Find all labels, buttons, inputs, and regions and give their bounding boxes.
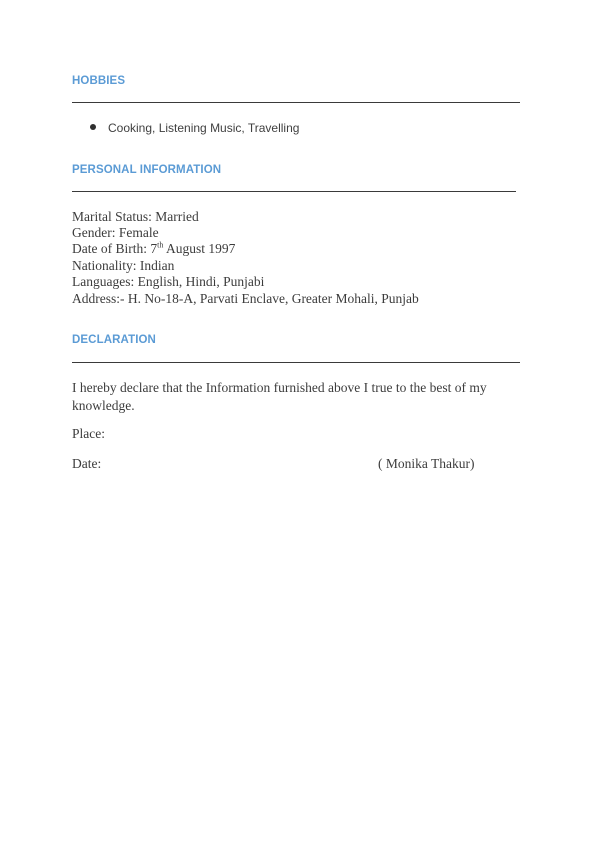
hobbies-list-item: Cooking, Listening Music, Travelling [108, 121, 300, 135]
languages: Languages: English, Hindi, Punjabi [72, 274, 265, 289]
date-of-birth: Date of Birth: 7th August 1997 [72, 240, 236, 256]
marital-status: Marital Status: Married [72, 209, 199, 224]
personal-info-divider [72, 191, 516, 192]
address: Address:- H. No-18-A, Parvati Enclave, Greater Mohali, Punjab [72, 291, 419, 306]
gender: Gender: Female [72, 225, 159, 240]
hobbies-divider [72, 102, 520, 103]
declaration-heading: DECLARATION [72, 334, 156, 346]
place-label: Place: [72, 426, 105, 441]
bullet-icon [90, 124, 96, 130]
declaration-text: I hereby declare that the Information furnished above I true to the best of my knowledge. [72, 380, 487, 413]
nationality: Nationality: Indian [72, 258, 175, 273]
date-label: Date: [72, 456, 102, 471]
signature-name: ( Monika Thakur) [378, 456, 475, 471]
hobbies-heading: HOBBIES [72, 75, 126, 87]
declaration-divider [72, 362, 520, 363]
personal-info-heading: PERSONAL INFORMATION [72, 164, 222, 176]
